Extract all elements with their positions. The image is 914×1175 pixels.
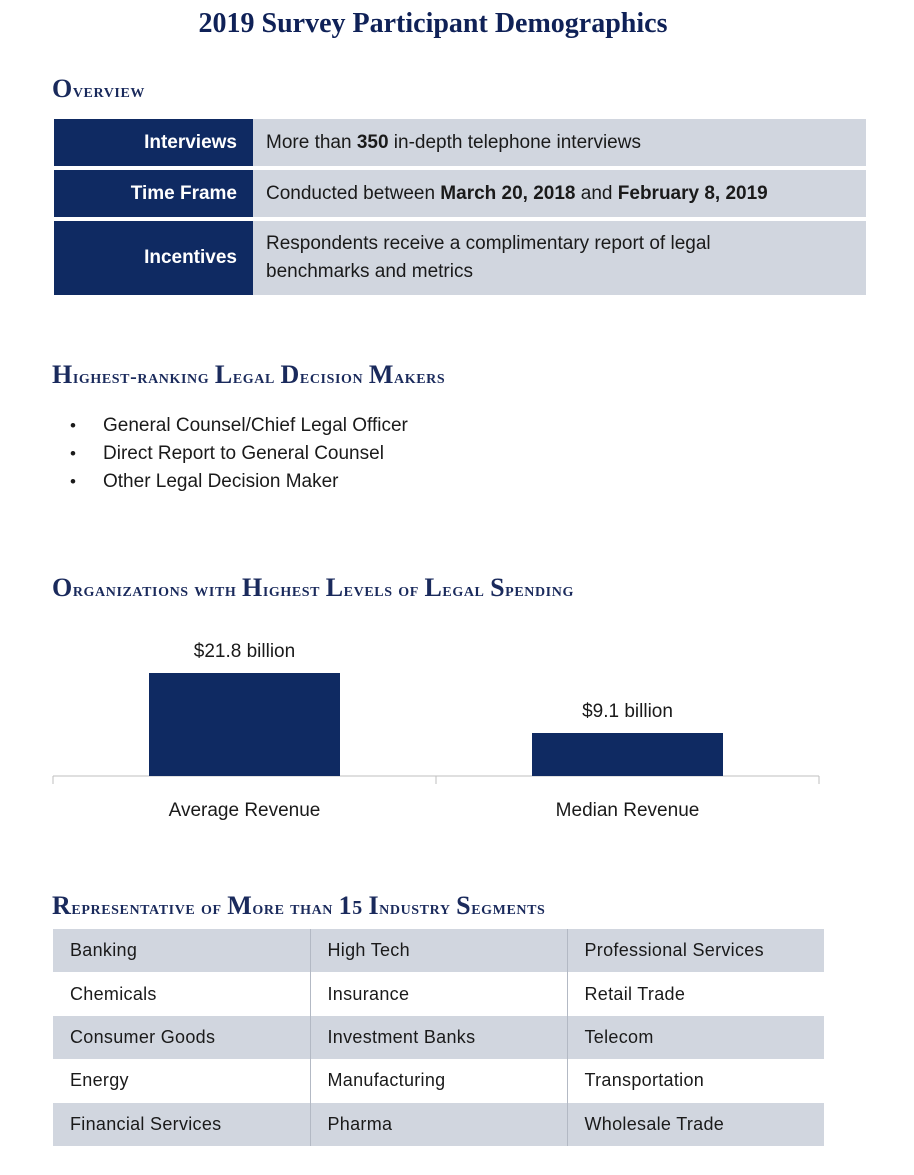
industry-cell: Telecom xyxy=(567,1016,824,1059)
overview-row-incentives xyxy=(54,221,866,295)
industry-cell: High Tech xyxy=(310,929,567,972)
spending-chart xyxy=(0,620,914,840)
overview-bold: February 8, 2019 xyxy=(617,182,768,204)
overview-text: Conducted between xyxy=(266,182,441,204)
overview-row-time-frame xyxy=(54,170,866,217)
data-label: $9.1 billion xyxy=(582,701,673,723)
table-row xyxy=(53,972,824,1015)
industry-cell: Wholesale Trade xyxy=(567,1103,824,1146)
industry-cell: Insurance xyxy=(310,972,567,1015)
industry-cell: Financial Services xyxy=(53,1103,310,1146)
industry-cell: Chemicals xyxy=(70,983,157,1004)
overview-text: and xyxy=(575,182,618,204)
overview-value xyxy=(253,119,866,166)
list-item-label: Other Legal Decision Maker xyxy=(103,471,339,492)
table-row xyxy=(53,1103,824,1146)
decision-makers-list xyxy=(70,412,408,496)
overview-label: Incentives xyxy=(54,221,253,295)
list-item-label: Direct Report to General Counsel xyxy=(103,443,384,464)
industries-table xyxy=(53,929,824,1146)
x-tick-label: Average Revenue xyxy=(168,800,321,821)
table-row xyxy=(53,1059,824,1102)
overview-label: Interviews xyxy=(54,119,253,166)
industry-cell: Investment Banks xyxy=(310,1016,567,1059)
overview-text: Respondents receive a complimentary report of legal benchmarks and metrics xyxy=(266,233,711,282)
page-title: 2019 Survey Participant Demographics xyxy=(198,8,668,39)
overview-heading: Overview xyxy=(52,74,145,103)
bar xyxy=(532,733,723,776)
table-row xyxy=(53,929,824,972)
industries-heading: Representative of More than 15 Industry Segments xyxy=(52,891,546,920)
overview-label: Time Frame xyxy=(54,170,253,217)
industry-cell: Manufacturing xyxy=(310,1059,567,1102)
list-item xyxy=(70,412,408,440)
industry-cell: Professional Services xyxy=(567,929,824,972)
bullet-icon: • xyxy=(70,416,76,435)
industry-cell: Transportation xyxy=(567,1059,824,1102)
decision-makers-heading: Highest-ranking Legal Decision Makers xyxy=(52,360,446,389)
overview-bold: March 20, 2018 xyxy=(440,182,576,204)
industry-cell: Energy xyxy=(70,1070,129,1091)
x-tick-label: Median Revenue xyxy=(555,800,700,821)
industry-cell: Consumer Goods xyxy=(53,1016,310,1059)
overview-value xyxy=(253,221,866,295)
bullet-icon: • xyxy=(70,472,76,491)
overview-table xyxy=(54,119,866,299)
industry-cell: Pharma xyxy=(310,1103,567,1146)
list-item-label: General Counsel/Chief Legal Officer xyxy=(103,415,408,436)
industry-cell: Banking xyxy=(53,929,310,972)
bar xyxy=(149,673,340,776)
spending-heading: Organizations with Highest Levels of Legal Spending xyxy=(52,573,574,602)
data-label: $21.8 billion xyxy=(193,641,296,662)
overview-value xyxy=(253,170,866,217)
overview-text: More than xyxy=(266,131,357,153)
industry-cell: Retail Trade xyxy=(567,972,824,1015)
table-row xyxy=(53,1016,824,1059)
bullet-icon: • xyxy=(70,444,76,463)
overview-row-interviews xyxy=(54,119,866,166)
list-item xyxy=(70,468,408,496)
overview-text: in-depth telephone interviews xyxy=(388,131,641,153)
list-item xyxy=(70,440,408,468)
overview-bold: 350 xyxy=(356,131,389,153)
